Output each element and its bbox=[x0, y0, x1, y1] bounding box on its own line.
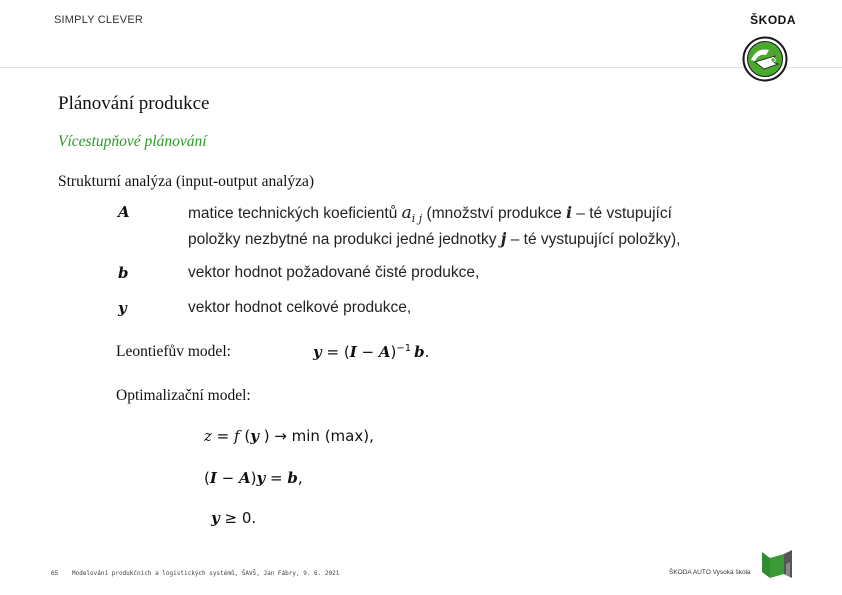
tagline: SIMPLY CLEVER bbox=[54, 14, 144, 26]
objective-function: z = f (y ) → min (max), bbox=[204, 427, 374, 445]
footer-text: Modelování produkčních a logistických systémů, ŠAVŠ, Jan Fábry, 9. 6. 2021 bbox=[72, 570, 340, 577]
skoda-logo-icon bbox=[742, 36, 788, 82]
symbol-y: y bbox=[118, 299, 127, 317]
slide-subtitle: Vícestupňové plánování bbox=[58, 133, 207, 150]
symbol-A: A bbox=[118, 203, 130, 221]
nonnegativity-constraint: y ≥ 0. bbox=[211, 509, 257, 527]
header-divider bbox=[0, 67, 842, 68]
definition-b: vektor hodnot požadované čisté produkce, bbox=[188, 264, 480, 281]
constraint-equation: (I − A)y = b, bbox=[204, 469, 303, 487]
definition-A-line2: položky nezbytné na produkci jedné jednotky j – té vystupující položky), bbox=[188, 229, 681, 248]
slide-title: Plánování produkce bbox=[58, 93, 210, 114]
definition-A-line1: matice technických koeficientů $a_{i j}$ (množství produkce i – té vstupující bbox=[188, 203, 672, 226]
skoda-flag-icon bbox=[760, 548, 794, 582]
page-number: 65 bbox=[51, 570, 59, 577]
leontief-label: Leontiefův model: bbox=[116, 343, 231, 360]
definition-y: vektor hodnot celkové produkce, bbox=[188, 299, 412, 316]
symbol-b: b bbox=[118, 264, 129, 282]
optimization-label: Optimalizační model: bbox=[116, 387, 251, 404]
section-heading: Strukturní analýza (input-output analýza) bbox=[58, 173, 315, 190]
brand-name: ŠKODA bbox=[750, 13, 796, 27]
leontief-equation: $y = (I - A)^{-1}$ b. bbox=[313, 343, 430, 361]
footer-brand: ŠKODA AUTO Vysoká škola bbox=[669, 569, 751, 576]
